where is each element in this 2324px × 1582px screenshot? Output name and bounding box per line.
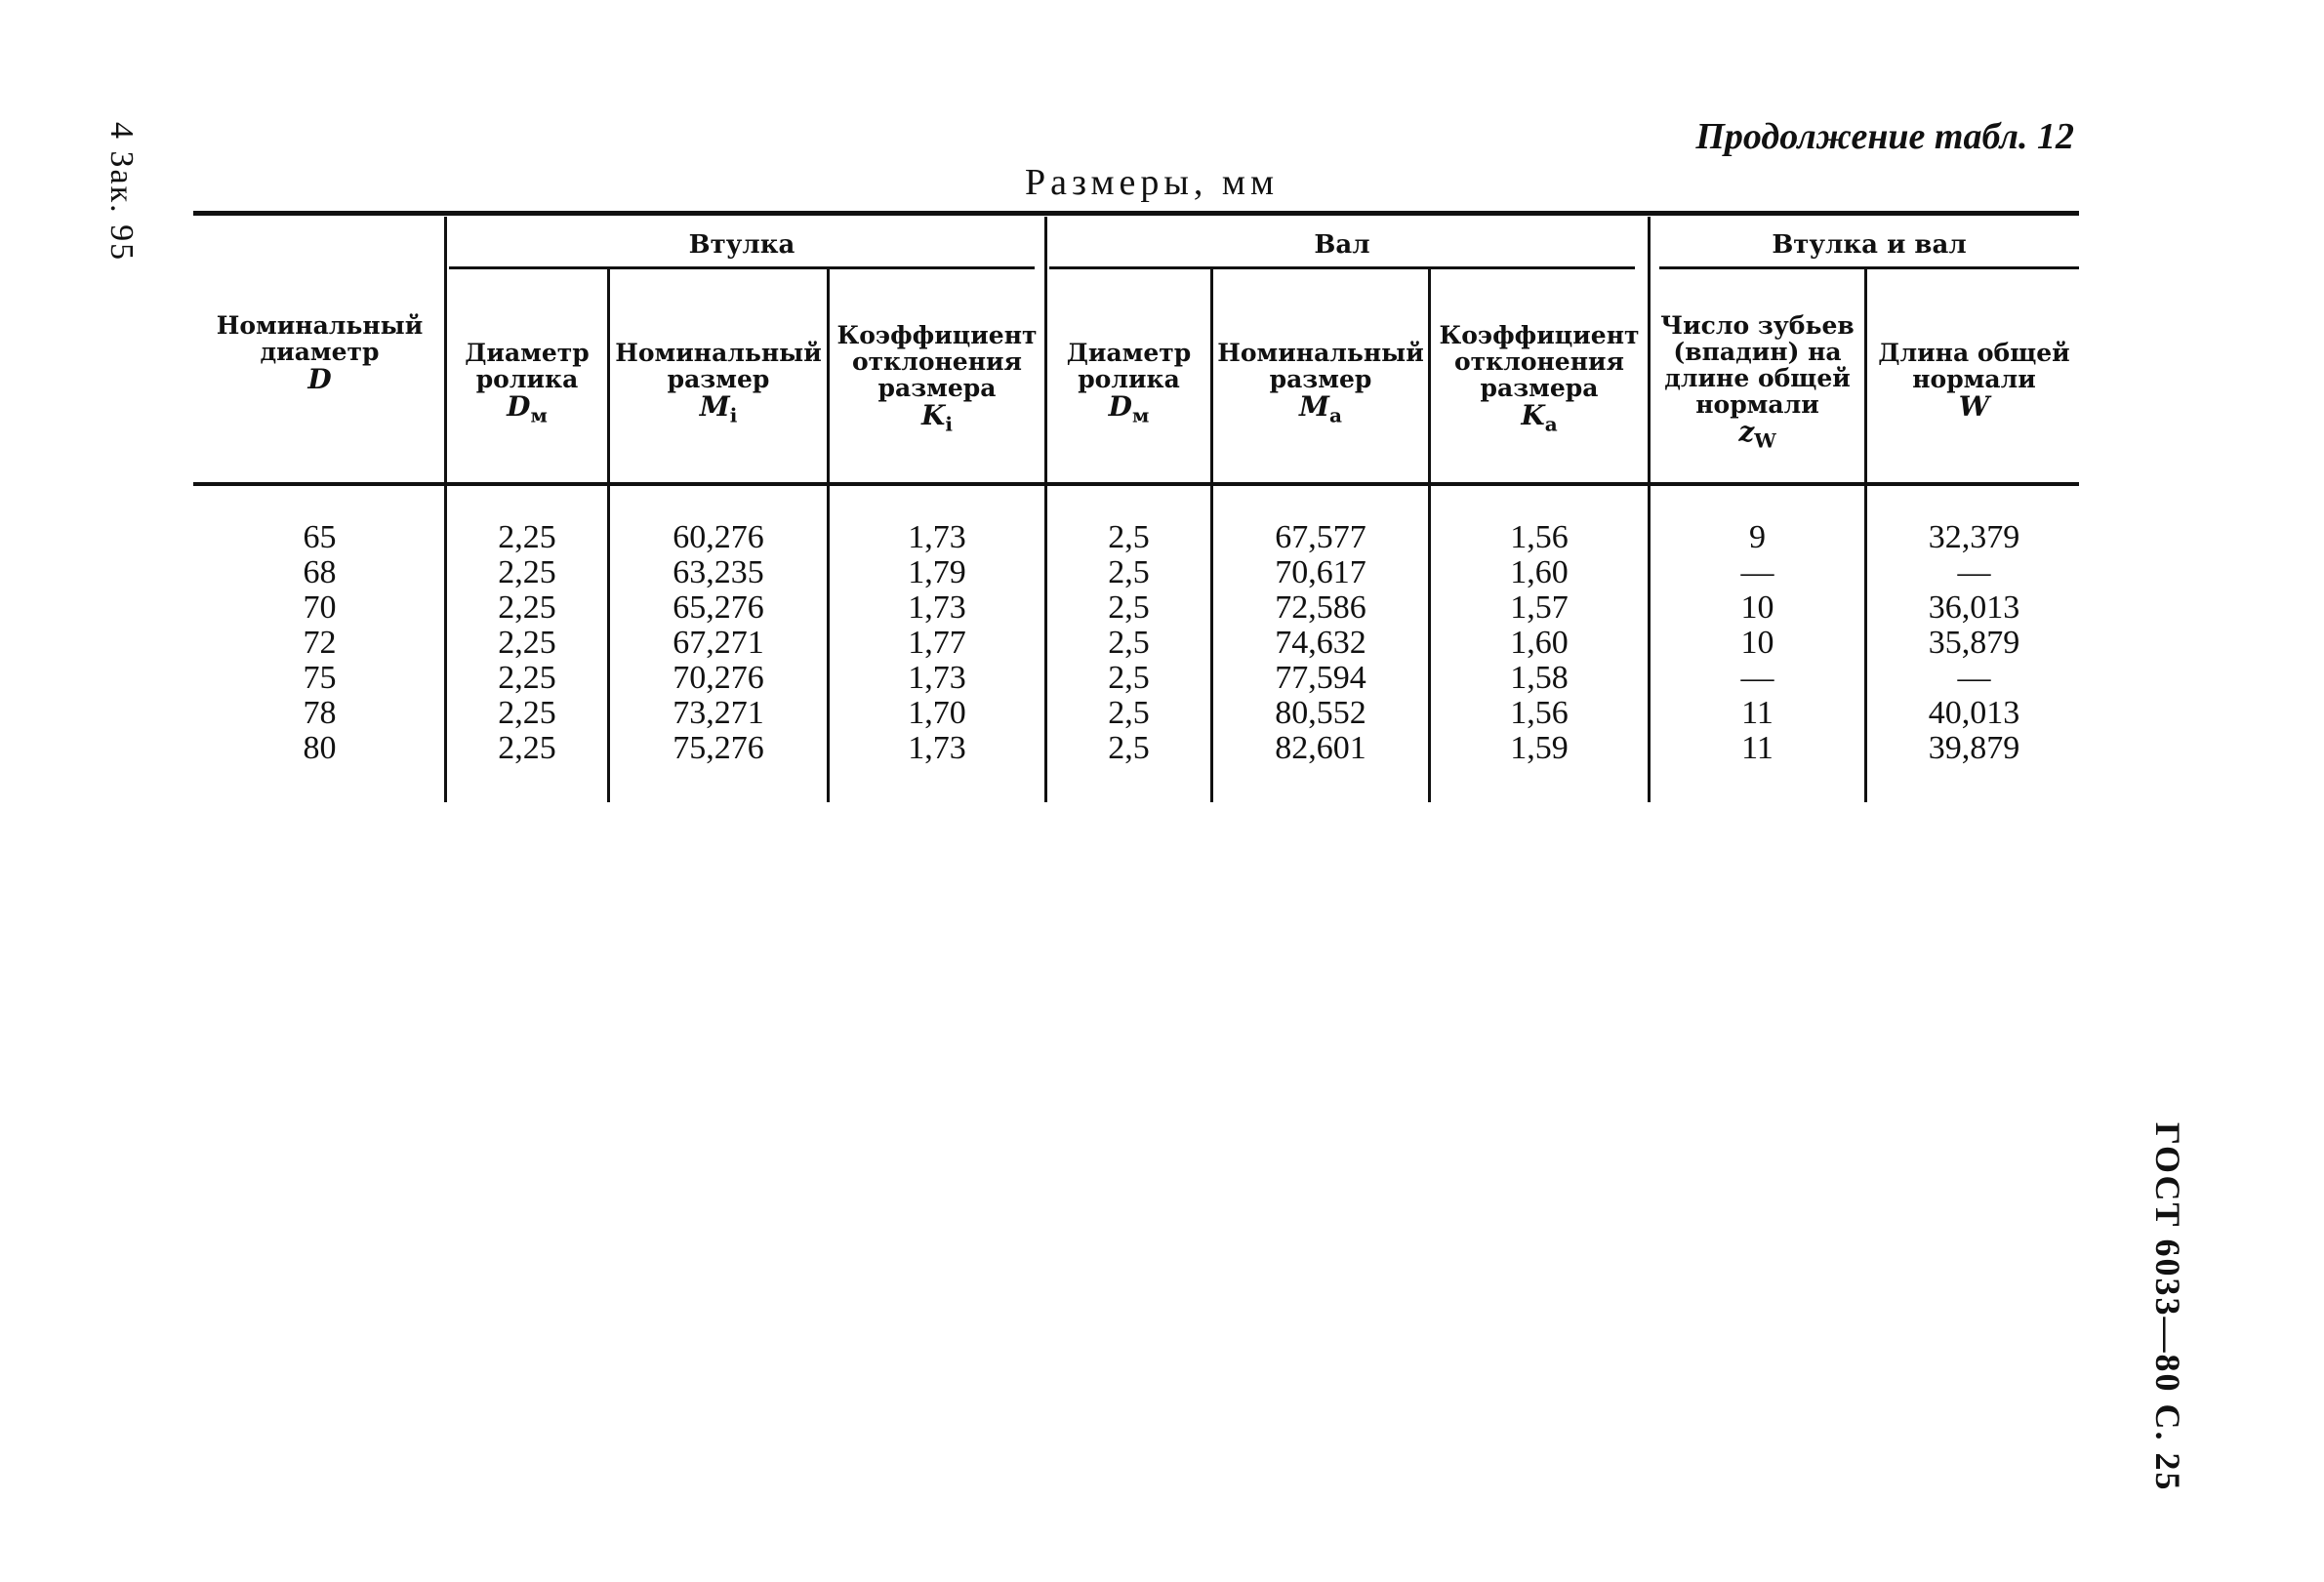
header-teeth-count: Число зубьев (впадин) на длине общей нормали $z_W$: [1660, 311, 1855, 453]
column-divider: [607, 269, 610, 802]
column-divider: [1044, 217, 1047, 802]
table-cell: 73,271: [673, 695, 764, 731]
group-rule-both: [1659, 266, 2079, 269]
group-header-shaft: Вал: [1314, 230, 1370, 260]
table-cell: 2,25: [498, 660, 556, 696]
table-cell: 60,276: [673, 519, 764, 555]
group-rule-shaft: [1049, 266, 1635, 269]
group-rule-bushing: [449, 266, 1035, 269]
column-bushing-roller-diameter: [449, 520, 605, 766]
table-cell: 39,879: [1928, 730, 2020, 766]
table-cell: 2,5: [1108, 695, 1150, 731]
table-cell: 1,77: [908, 625, 966, 661]
table-cell: 9: [1749, 519, 1766, 555]
column-shaft-deviation-coefficient: [1433, 520, 1646, 766]
header-bottom-rule: [193, 482, 2079, 486]
header-bushing-deviation-coefficient: Коэффициент отклонения размера $K_i$: [836, 321, 1038, 436]
table-cell: 1,70: [908, 695, 966, 731]
table-cell: 1,79: [908, 554, 966, 590]
column-shaft-nominal-size: [1215, 520, 1426, 766]
table-cell: 2,5: [1108, 625, 1150, 661]
header-bushing-nominal-size: Номинальный размер $M_i$: [615, 339, 822, 427]
table-cell: 68: [303, 554, 337, 590]
column-nominal-diameter: [200, 520, 439, 766]
table-cell: 80: [303, 730, 337, 766]
table-cell: 1,60: [1510, 625, 1569, 661]
table-cell: 2,25: [498, 625, 556, 661]
table-cell: 1,73: [908, 589, 966, 626]
table-cell: 1,60: [1510, 554, 1569, 590]
group-header-both: Втулка и вал: [1772, 230, 1967, 260]
table-cell: 1,73: [908, 660, 966, 696]
table-cell: 77,594: [1275, 660, 1366, 696]
header-nominal-diameter: Номинальный диаметр D: [216, 311, 424, 395]
table-cell: 2,5: [1108, 519, 1150, 555]
order-number: 4 Зак. 95: [103, 122, 140, 263]
table-cell: 2,25: [498, 730, 556, 766]
table-cell: 70: [303, 589, 337, 626]
table-cell: 2,25: [498, 589, 556, 626]
table-cell: —: [1957, 554, 1991, 590]
table-cell: —: [1740, 554, 1774, 590]
table-cell: 36,013: [1928, 589, 2020, 626]
table-top-rule: [193, 211, 2079, 216]
header-bushing-roller-diameter: Диаметр ролика $D_м$: [465, 339, 590, 427]
table-cell: 1,56: [1510, 695, 1569, 731]
column-bushing-deviation-coefficient: [832, 520, 1042, 766]
column-divider: [444, 217, 447, 802]
group-header-bushing: Втулка: [688, 230, 795, 260]
table-cell: —: [1957, 660, 1991, 696]
table-continuation-label: Продолжение табл. 12: [1695, 116, 2074, 157]
column-divider: [1428, 269, 1431, 802]
table-cell: 1,56: [1510, 519, 1569, 555]
header-shaft-deviation-coefficient: Коэффициент отклонения размера $K_a$: [1439, 321, 1640, 436]
table-cell: 70,617: [1275, 554, 1366, 590]
table-cell: 1,73: [908, 730, 966, 766]
table-cell: 2,5: [1108, 554, 1150, 590]
standard-page-label: ГОСТ 6033—80 С. 25: [2148, 1122, 2187, 1492]
table-cell: 1,58: [1510, 660, 1569, 696]
header-shaft-nominal-size: Номинальный размер $M_a$: [1217, 339, 1424, 427]
units-caption: Размеры, мм: [1024, 162, 1279, 203]
table-cell: 10: [1740, 625, 1774, 661]
table-cell: 74,632: [1275, 625, 1366, 661]
table-cell: 72,586: [1275, 589, 1366, 626]
table-cell: 32,379: [1928, 519, 2020, 555]
table-cell: 2,5: [1108, 589, 1150, 626]
table-cell: 35,879: [1928, 625, 2020, 661]
header-shaft-roller-diameter: Диаметр ролика $D_м$: [1066, 339, 1192, 427]
table-cell: 65: [303, 519, 337, 555]
table-cell: 1,57: [1510, 589, 1569, 626]
table-cell: —: [1740, 660, 1774, 696]
table-cell: 72: [303, 625, 337, 661]
table-cell: 2,25: [498, 695, 556, 731]
table-cell: 40,013: [1928, 695, 2020, 731]
table-cell: 2,25: [498, 519, 556, 555]
table-cell: 70,276: [673, 660, 764, 696]
table-cell: 65,276: [673, 589, 764, 626]
table-cell: 75: [303, 660, 337, 696]
table-cell: 11: [1741, 695, 1774, 731]
table-cell: 75,276: [673, 730, 764, 766]
table-cell: 1,73: [908, 519, 966, 555]
table-cell: 2,25: [498, 554, 556, 590]
column-divider: [1210, 269, 1213, 802]
table-cell: 82,601: [1275, 730, 1366, 766]
column-shaft-roller-diameter: [1049, 520, 1208, 766]
table-cell: 2,5: [1108, 660, 1150, 696]
table-cell: 2,5: [1108, 730, 1150, 766]
header-common-normal-length: Длина общей нормали W: [1878, 339, 2070, 423]
column-divider: [1864, 269, 1867, 802]
table-cell: 80,552: [1275, 695, 1366, 731]
table-cell: 63,235: [673, 554, 764, 590]
column-common-normal-length: [1869, 520, 2079, 766]
column-bushing-nominal-size: [612, 520, 825, 766]
table-cell: 11: [1741, 730, 1774, 766]
column-divider: [827, 269, 830, 802]
column-divider: [1648, 217, 1651, 802]
table-cell: 1,59: [1510, 730, 1569, 766]
table-cell: 67,271: [673, 625, 764, 661]
table-cell: 10: [1740, 589, 1774, 626]
table-cell: 78: [303, 695, 337, 731]
column-teeth-count: [1652, 520, 1862, 766]
table-cell: 67,577: [1275, 519, 1366, 555]
